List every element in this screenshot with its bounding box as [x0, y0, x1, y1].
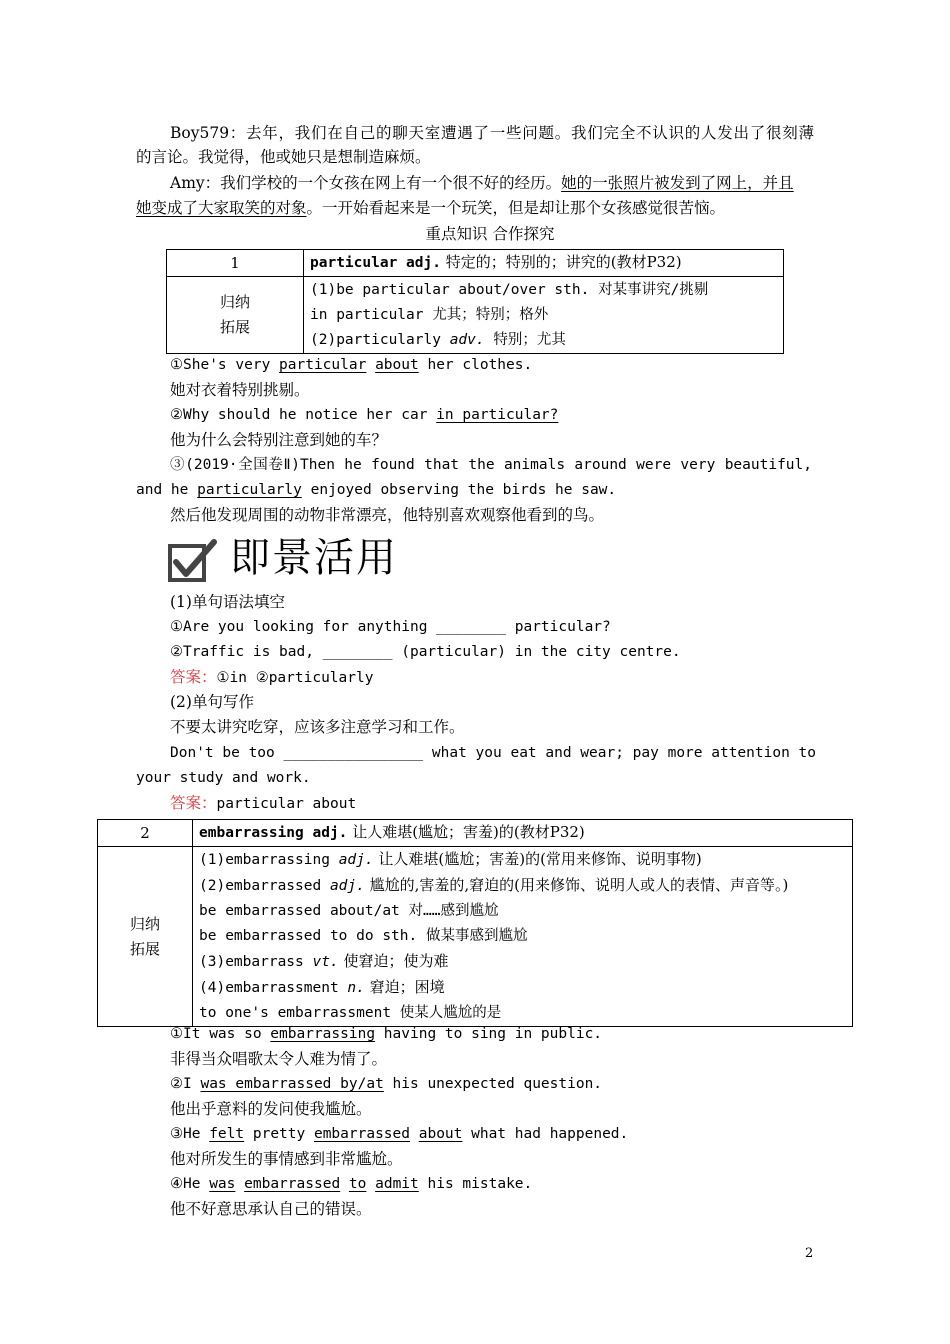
ex2-sentence-3 [170, 1123, 628, 1145]
ex2-s3-underlined-2: embarrassed [313, 1126, 410, 1142]
practice-banner [168, 536, 408, 584]
item1-row-3 [310, 328, 777, 353]
item2-row-6-word: (4)embarrassment [199, 980, 348, 996]
ex1-translation-2: 他为什么会特别注意到她的车？ [170, 431, 388, 449]
ex2-translation-1: 非得当众唱歌太令人难为情了。 [170, 1050, 388, 1068]
item1-row-1: (1)be particular about/over sth. 对某事讲究/挑剔 [310, 281, 709, 298]
ex2-s4-underlined-4: admit [375, 1176, 419, 1192]
item2-row-1-pos: adj. [338, 852, 374, 868]
ex2-s4-underlined-2: embarrassed [244, 1176, 341, 1192]
ex1-s1-underlined-2: about [375, 357, 419, 373]
ex2-translation-4: 他不好意思承认自己的错误。 [170, 1200, 372, 1218]
ex1-translation-1: 她对衣着特别挑剔。 [170, 381, 310, 399]
ex2-s4-underlined-3: to [348, 1176, 367, 1192]
ex2-s1-post: having to sing in public. [375, 1026, 603, 1042]
ex1-s2-pre: ②Why should he notice her car [170, 407, 437, 423]
ex2-s1-pre: ①It was so [170, 1026, 271, 1042]
section-title: 重点知识 合作探究 [425, 225, 555, 243]
item1-label-1: 归纳 [219, 293, 250, 311]
item2-row-6-pos: n. [347, 980, 365, 996]
ex1-sentence-3-line2 [136, 479, 616, 501]
ex2-translation-2: 他出乎意料的发问使我尴尬。 [170, 1100, 372, 1118]
item2-content [193, 847, 853, 1027]
ex1-s3-post: enjoyed observing the birds he saw. [301, 482, 617, 498]
practice-part2-english-2: your study and work. [136, 770, 311, 786]
ex2-sentence-2 [170, 1073, 602, 1095]
ex2-sentence-4 [170, 1173, 532, 1195]
practice-part1-title: (1)单句语法填空 [170, 593, 285, 611]
ex1-s1-post: her clothes. [418, 357, 533, 373]
item2-table [97, 819, 853, 1027]
ex2-s4-underlined-1: was [209, 1176, 236, 1192]
item1-label [167, 277, 304, 354]
practice-answer-2 [170, 792, 356, 815]
answer-2-text: particular about [216, 796, 357, 812]
item2-row-2 [199, 873, 846, 899]
ex2-s3-space [410, 1126, 419, 1142]
banner-title: 即景活用 [230, 535, 398, 581]
ex1-sentence-3-line1: ③(2019·全国卷Ⅱ)Then he found that the animals around were very beautiful, [170, 457, 812, 473]
answer-2-label: 答案： [170, 794, 217, 812]
item1-heading [304, 250, 784, 277]
item1-label-2: 拓展 [219, 318, 250, 336]
item2-row-5-pos: vt. [312, 954, 339, 970]
item2-row-3: be embarrassed about/at 对……感到尴尬 [199, 903, 499, 919]
intro-amy-post: 。一开始看起来是一个玩笑，但是却让那个女孩感觉很苦恼。 [306, 199, 726, 217]
item1-head-word: particular adj. [310, 255, 441, 271]
item1-content [304, 277, 784, 354]
practice-part2-chinese: 不要太讲究吃穿，应该多注意学习和工作。 [170, 718, 465, 736]
ex2-s1-underlined: embarrassing [270, 1026, 376, 1042]
item2-row-6 [199, 975, 846, 1001]
item1-head-meaning: 特定的；特别的；讲究的(教材P32) [445, 253, 682, 271]
practice-part2-english-1: Don't be too ________________ what you eat and wear; pay more attention to [170, 745, 817, 761]
item1-row-3-pos: adv. [449, 331, 485, 348]
ex2-s4-space-1 [235, 1176, 244, 1192]
ex2-s2-post: his unexpected question. [383, 1076, 603, 1092]
ex2-translation-3: 他对所发生的事情感到非常尴尬。 [170, 1150, 403, 1168]
checkbox-tick-icon [168, 538, 218, 582]
item2-label-1: 归纳 [129, 914, 160, 933]
intro-amy-line1 [170, 172, 794, 194]
ex2-s3-underlined-1: felt [209, 1126, 245, 1142]
ex2-s3-pre: ③He [170, 1126, 210, 1142]
ex2-s4-pre: ④He [170, 1176, 210, 1192]
ex2-s4-space-3 [366, 1176, 375, 1192]
item2-row-2-pos: adj. [329, 878, 365, 894]
ex1-translation-3: 然后他发现周围的动物非常漂亮，他特别喜欢观察他看到的鸟。 [170, 506, 605, 524]
item2-row-1 [199, 847, 846, 873]
item2-label [98, 847, 193, 1027]
item2-row-5-word: (3)embarrass [199, 954, 313, 970]
practice-answer-1 [170, 666, 373, 689]
item2-row-1-meaning: 让人难堪(尴尬；害羞)的(常用来修饰、说明事物) [373, 850, 702, 868]
ex1-s1-underlined-1: particular [279, 357, 367, 373]
item2-row-7: to one's embarrassment 使某人尴尬的是 [199, 1005, 502, 1021]
ex1-sentence-2 [170, 404, 558, 426]
intro-amy-pre: Amy：我们学校的一个女孩在网上有一个很不好的经历。 [170, 174, 562, 192]
item2-row-2-meaning: 尴尬的,害羞的,窘迫的(用来修饰、说明人或人的表情、声音等。) [364, 876, 789, 894]
practice-question-1: ①Are you looking for anything ________ particular? [170, 619, 611, 635]
ex2-s3-post: what had happened. [462, 1126, 629, 1142]
item2-row-1-word: (1)embarrassing [199, 852, 339, 868]
item1-row-3-word: (2)particularly [310, 331, 450, 348]
item2-head-meaning: 让人难堪(尴尬；害羞)的(教材P32) [352, 823, 585, 841]
intro-boy-line2: 的言论。我觉得，他或她只是想制造麻烦。 [136, 148, 431, 166]
intro-amy-underlined-2: 她变成了大家取笑的对象 [136, 199, 307, 217]
practice-question-2: ②Traffic is bad, ________ (particular) in the city centre. [170, 644, 681, 660]
item1-row-2: in particular 尤其；特别；格外 [310, 306, 549, 323]
ex2-s3-underlined-3: about [418, 1126, 463, 1142]
item2-row-6-meaning: 窘迫；困境 [364, 978, 445, 996]
ex2-s3-mid: pretty [244, 1126, 314, 1142]
ex1-s3-pre: and he [136, 482, 198, 498]
answer-1-label: 答案： [170, 668, 217, 686]
page-number: 2 [805, 1246, 814, 1261]
ex1-sentence-1 [170, 354, 532, 376]
item2-row-5 [199, 949, 846, 975]
item2-number: 2 [98, 820, 193, 847]
item1-number: 1 [167, 250, 304, 277]
item2-head-word: embarrassing adj. [199, 825, 348, 841]
intro-boy-line1: Boy579：去年，我们在自己的聊天室遭遇了一些问题。我们完全不认识的人发出了很刻薄 [170, 124, 814, 142]
practice-part2-title: (2)单句写作 [170, 693, 254, 711]
item1-row-3-meaning: 特别；尤其 [484, 331, 566, 348]
intro-amy-line2 [136, 197, 725, 219]
intro-amy-underlined-1: 她的一张照片被发到了网上，并且 [561, 174, 794, 192]
ex2-sentence-1 [170, 1023, 602, 1045]
ex2-s4-post: his mistake. [418, 1176, 533, 1192]
ex2-s2-pre: ②I [170, 1076, 201, 1092]
ex2-s4-space-2 [340, 1176, 349, 1192]
item2-row-5-meaning: 使窘迫；使为难 [338, 952, 449, 970]
item2-row-4: be embarrassed to do sth. 做某事感到尴尬 [199, 928, 528, 944]
ex2-s2-underlined: was embarrassed by/at [200, 1076, 384, 1092]
item2-row-2-word: (2)embarrassed [199, 878, 330, 894]
ex1-s1-space [366, 357, 375, 373]
ex1-s3-underlined: particularly [197, 482, 302, 498]
item1-table [166, 249, 784, 354]
item2-label-2: 拓展 [129, 939, 160, 958]
ex1-s2-underlined: in particular? [436, 407, 559, 423]
answer-1-text: ①in ②particularly [216, 670, 374, 686]
item2-heading [193, 820, 853, 847]
ex1-s1-pre: ①She's very [170, 357, 280, 373]
